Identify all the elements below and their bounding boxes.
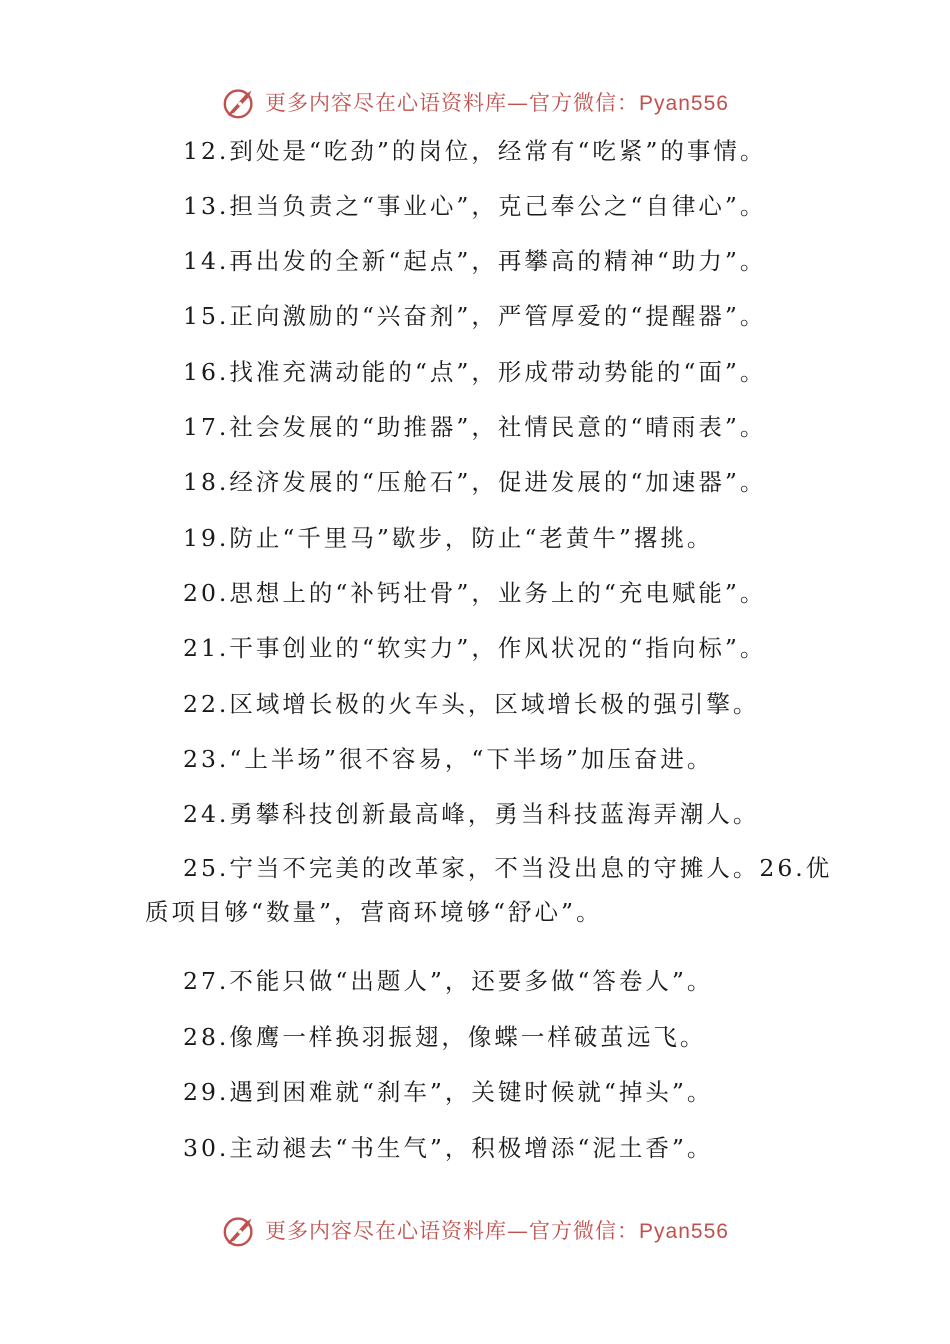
list-item-wrapped [145,846,833,934]
list-item: 24.勇攀科技创新最高峰，勇当科技蓝海弄潮人。 [183,800,760,828]
footer-banner-text: 更多内容尽在心语资料库—官方微信：Pyan556 [265,1219,729,1243]
list-item: 27.不能只做“出题人”，还要多做“答卷人”。 [183,967,714,995]
header-banner-text: 更多内容尽在心语资料库—官方微信：Pyan556 [265,91,729,115]
list-item: 20.思想上的“补钙壮骨”，业务上的“充电赋能”。 [183,579,767,607]
list-item: 14.再出发的全新“起点”，再攀高的精神“助力”。 [183,247,767,275]
list-item-line-2: 质项目够“数量”，营商环境够“舒心”。 [145,898,603,926]
list-item: 17.社会发展的“助推器”，社情民意的“晴雨表”。 [183,413,767,441]
list-item-line-1: 25.宁当不完美的改革家，不当没出息的守摊人。26.优 [183,854,833,882]
list-item: 22.区域增长极的火车头，区域增长极的强引擎。 [183,690,760,718]
list-item: 29.遇到困难就“刹车”，关键时候就“掉头”。 [183,1078,714,1106]
list-item: 18.经济发展的“压舱石”，促进发展的“加速器”。 [183,468,767,496]
list-item: 13.担当负责之“事业心”，克己奉公之“自律心”。 [183,192,767,220]
pen-nib-logo-icon [221,83,259,121]
list-item: 23.“上半场”很不容易，“下半场”加压奋进。 [183,745,714,773]
list-item: 16.找准充满动能的“点”，形成带动势能的“面”。 [183,358,767,386]
list-item: 30.主动褪去“书生气”，积极增添“泥土香”。 [183,1134,714,1162]
header-wechat-id: Pyan556 [639,92,729,115]
list-item: 28.像鹰一样换羽振翅，像蝶一样破茧远飞。 [183,1023,707,1051]
header-banner [0,80,950,124]
list-item: 15.正向激励的“兴奋剂”，严管厚爱的“提醒器”。 [183,302,767,330]
list-item: 19.防止“千里马”歇步，防止“老黄牛”撂挑。 [183,524,714,552]
footer-wechat-id: Pyan556 [639,1220,729,1243]
list-item: 12.到处是“吃劲”的岗位，经常有“吃紧”的事情。 [183,137,767,165]
pen-nib-logo-icon [221,1211,259,1249]
list-item: 21.干事创业的“软实力”，作风状况的“指向标”。 [183,634,767,662]
footer-banner [0,1208,950,1252]
